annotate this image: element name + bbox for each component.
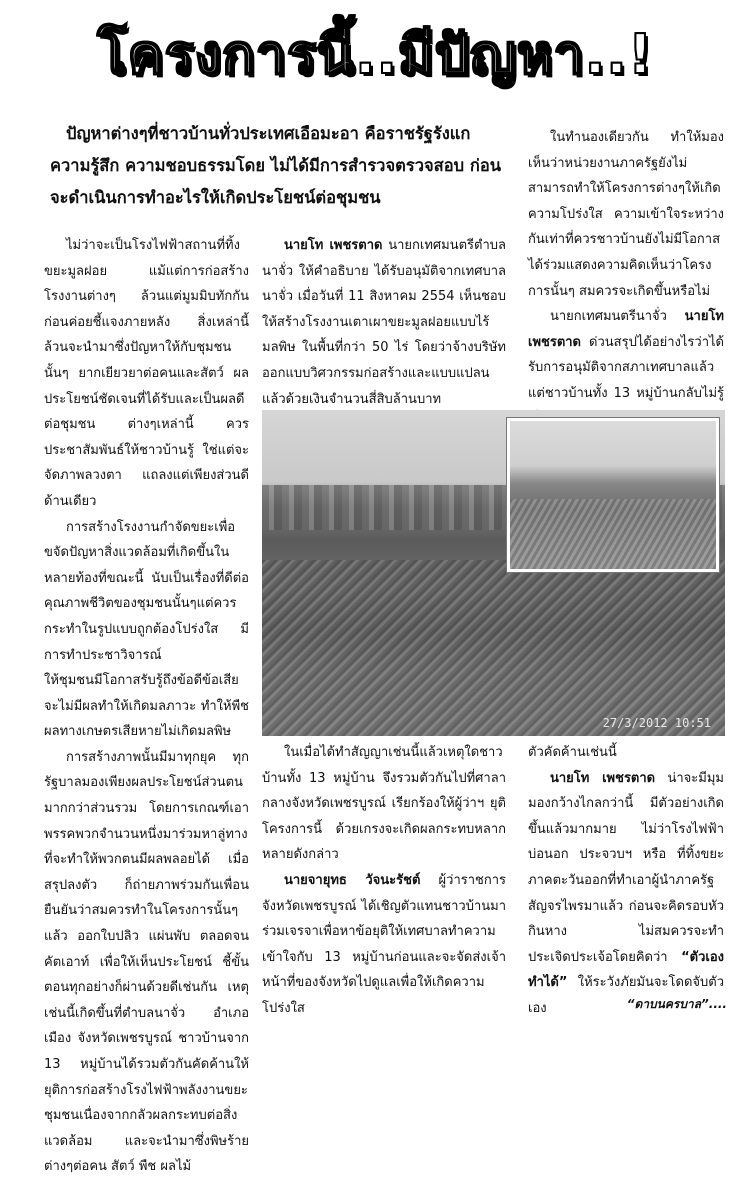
inset-photo bbox=[507, 418, 719, 572]
paragraph: นายโท เพชรตาด น่าจะมีมุมมองกว้างไกลกว่านี้ มีตัวอย่างเกิดขึ้นแล้วมากมาย ไม่ว่าโรงไฟฟ้า บ่อนอก ประจวบฯ หรือ ที่ทิ้งขยะภาคตะวันออกที่ทำเอาผู้นำภาครัฐสัญจรไพรมาแล้ว ก่อนจะคิดรอบหัวกินหาง ไม่สมควรจะทำประเจิดประเจ้อโดยคิดว่า “ตัวเองทำได้” ให้ระวังภัยมันจะโดดจับตัวเอง bbox=[528, 770, 724, 1016]
headline-text: โครงการนี้..มีปัญหา..! bbox=[97, 23, 654, 86]
headline bbox=[0, 0, 751, 108]
inset-ground bbox=[510, 499, 716, 569]
paragraph: ในเมื่อได้ทำสัญญาเช่นนี้แล้วเหตุใดชาวบ้านทั้ง 13 หมู่บ้าน จึงรวมตัวกันไปที่ศาลากลางจังหวัดเพชรบูรณ์ เรียกร้องให้ผู้ว่าฯ ยุติโครงการนี้ ด้วยเกรงจะเกิดผลกระทบหลากหลายดังกล่าว bbox=[262, 745, 506, 863]
photo-ground bbox=[262, 560, 725, 736]
signature: “ดาบนครบาล”.... bbox=[626, 997, 727, 1011]
paragraph: ไม่ว่าจะเป็นโรงไฟฟ้าสถานที่ทิ้งขยะมูลฝอย แม้แต่การก่อสร้างโรงงานต่างๆ ล้วนแต่มูมมิบทักกันก่อนค่อยชี้แจงภายหลัง สิ่งเหล่านี้ล้วนจะนำมาซึ่งปัญหาให้กับชุมชนนั้นๆ ยากเยียวยาต่อคนและสัตว์ ผลประโยชน์ชัดเจนที่ได้รับและเป็นผลดีต่อชุมชน ต่างๆเหล่านี้ ควรประชาสัมพันธ์ให้ชาวบ้านรู้ ใช่แต่จะจัดภาพลวงตา แถลงแต่เพียงส่วนดีด้านเดียว bbox=[44, 238, 249, 509]
paragraph: ให้ชุมชนมีโอกาสรับรู้ถึงข้อดีข้อเสีย จะไม่มีผลทำให้เกิดมลภาวะ ทำให้พืชผลทางเกษตรเสียหายไม่เกิดมลพิษ bbox=[44, 673, 249, 740]
person-name: นายโท เพชรตาด bbox=[550, 770, 656, 786]
paragraph: นายโท เพชรตาด นายกเทศมนตรีตำบลนาจั่ว ให้คำอธิบาย ได้รับอนุมัติจากเทศบาลนาจั่ว เมื่อวันที่ 11 สิงหาคม 2554 เห็นชอบให้สร้างโรงงานเตาเผาขยะมูลฝอยแบบไร้มลพิษ ในพื้นที่กว่า 50 ไร่ โดยว่าจ้างบริษัทออกแบบวิศวกรรมก่อสร้างและแบบแปลนแล้วด้วยเงินจำนวนสี่สิบล้านบาท bbox=[262, 238, 506, 407]
quote: “ตัวเองทำได้” bbox=[528, 949, 724, 991]
person-name: นายโท เพชรตาด bbox=[284, 238, 383, 253]
paragraph: ในทำนองเดียวกัน ทำให้มองเห็นว่าหน่วยงานภาครัฐยังไม่สามารถทำให้โครงการต่างๆให้เกิดความโปร่งใส ความเข้าใจระหว่างกันเท่าที่ควรชาวบ้านยังไม่มีโอกาสได้ร่วมแสดงความคิดเห็นว่าโครงการนั้นๆ สมควรจะเกิดขึ้นหรือไม่ bbox=[528, 130, 724, 299]
paragraph: นายจายุทธ วัจนะรัชต์ ผู้ว่าราชการจังหวัดเพชรบูรณ์ ได้เชิญตัวแทนชาวบ้านมาร่วมเจรจาเพื่อหาข้อยุติให้เทศบาลทำความเข้าใจกับ 13 หมู่บ้านก่อนและจะจัดส่งเจ้าหน้าที่ของจังหวัดไปดูแลเพื่อให้เกิดความโปร่งใส bbox=[262, 872, 507, 1016]
photo-timestamp: 27/3/2012 10:51 bbox=[602, 716, 711, 730]
column-1 bbox=[44, 233, 249, 1180]
landfill-photo bbox=[262, 410, 725, 736]
paragraph: การสร้างโรงงานกำจัดขยะเพื่อขจัดปัญหาสิ่งแวดล้อมที่เกิดขึ้นในหลายท้องที่ขณะนี้ นับเป็นเรื่องที่ดีต่อคุณภาพชีวิตของชุมชนนั้นๆแต่ควรกระทำในรูปแบบถูกต้องโปร่งใส มีการทำประชาวิจารณ์ bbox=[44, 519, 249, 663]
paragraph: ตัวคัดค้านเช่นนี้ bbox=[528, 745, 617, 760]
column-3-bottom bbox=[528, 740, 724, 1022]
column-2-bottom bbox=[262, 740, 506, 1022]
paragraph: การสร้างภาพนั้นมีมาทุกยุค ทุกรัฐบาลมองเพียงผลประโยชน์ส่วนตนมากกว่าส่วนรวม โดยการเกณฑ์เอาพรรคพวกจำนวนหนึ่งมาร่วมหาลู่ทางที่จะทำให้พวกตนมีผลพลอยได้ เมื่อสรุปลงตัว ก็ถ่ายภาพร่วมกันเพื่อนยืนยันว่าสมควรทำในโครงการนั้นๆแล้ว ออกใบปลิว แผ่นพับ ตลอดจนคัตเอาท์ เพื่อให้เห็นประโยชน์ ชี้ขั้นตอนทุกอย่างก็ผ่านด้วยดีเช่นกัน เหตุเช่นนี้เกิดขึ้นที่ตำบลนาจั่ว อำเภอเมือง จังหวัดเพชรบูรณ์ ชาวบ้านจาก 13 หมู่บ้านได้รวมตัวกันคัดค้านให้ยุติการก่อสร้างโรงไฟฟ้าพลังงานขยะชุมชนเนื่องจากกลัวผลกระทบต่อสิ่งแวดล้อม และจะนำมาซึ่งพิษร้ายต่างๆต่อคน สัตว์ พืช ผลไม้ bbox=[44, 749, 249, 1175]
person-name: นายจายุทธ วัจนะรัชต์ bbox=[284, 872, 421, 888]
column-2-top bbox=[262, 233, 506, 412]
paragraph: นายกเทศมนตรีนาจั่ว นายโท เพชรตาด ด่วนสรุปได้อย่างไรว่าได้รับการอนุมัติจากสภาเทศบาลแล้วแต่ชาวบ้านทั้ง 13 หมู่บ้านกลับไม่รู้ bbox=[528, 309, 724, 401]
person-name: นายโท เพชรตาด bbox=[528, 309, 724, 350]
column-3-top bbox=[528, 125, 724, 458]
deck: ปัญหาต่างๆที่ชาวบ้านทั่วประเทศเอือมะอา คือราชรัฐรังแกความรู้สึก ความชอบธรรมโดย ไม่ได้มีการสำรวจตรวจสอบ ก่อนจะดำเนินการทำอะไรให้เกิดประโยชน์ต่อชุมชน bbox=[50, 124, 502, 207]
